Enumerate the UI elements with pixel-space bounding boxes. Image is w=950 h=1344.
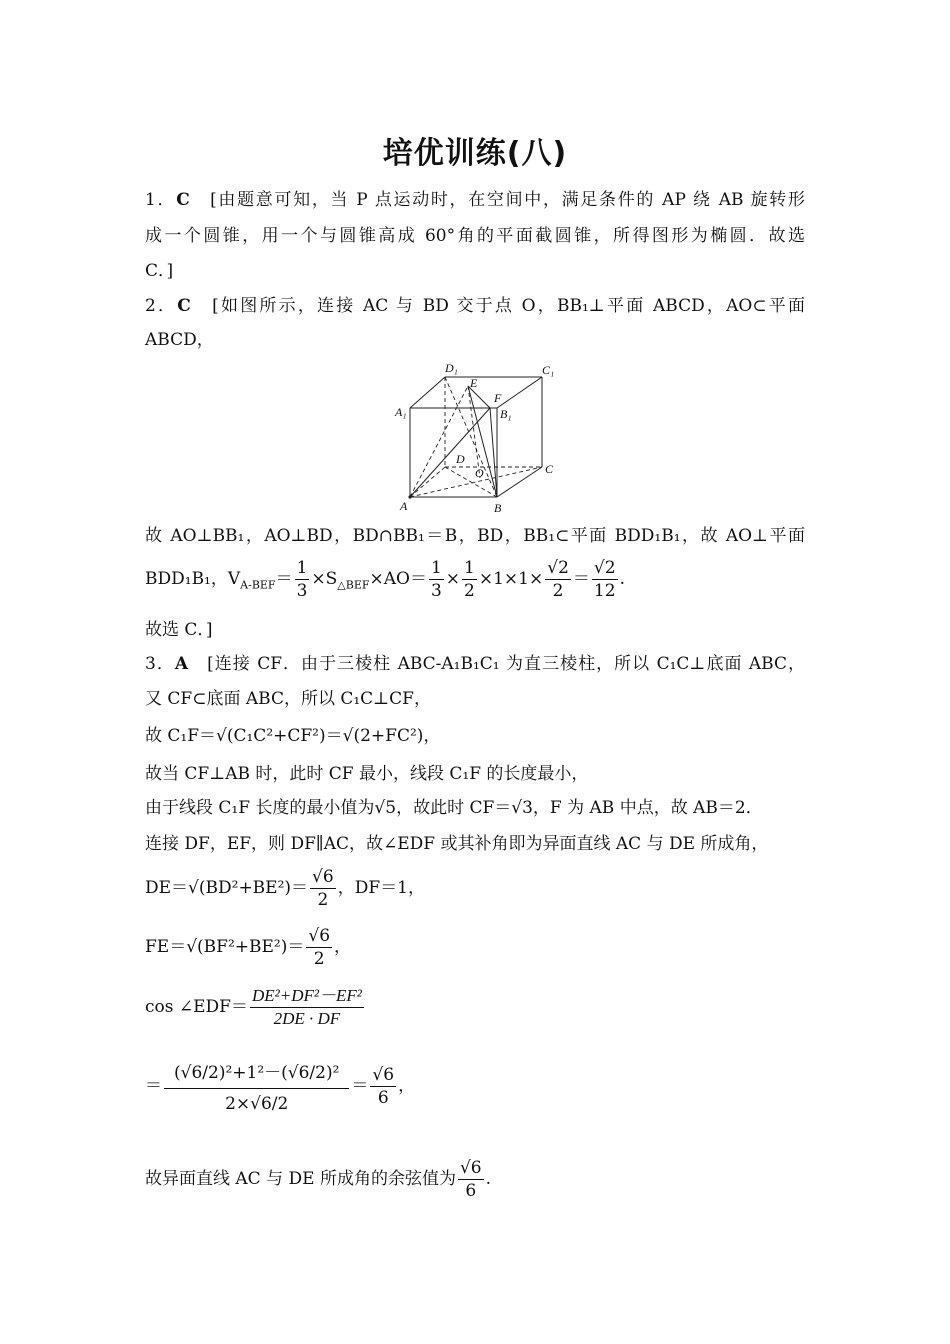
point-a <box>408 495 411 498</box>
final-answer: 故异面直线 AC 与 DE 所成角的余弦值为 $\frac{√6}{6}$ . <box>145 1158 492 1201</box>
problem2-line3: 故 AO⊥BB₁，AO⊥BD，BD∩BB₁＝B，BD，BB₁⊂平面 BDD₁B₁，故 AO⊥平面 <box>145 526 805 546</box>
page-title: 培优训练(八) <box>382 136 568 171</box>
problem3-line3: 故 C₁F＝√(C₁C²+CF²)＝√(2+FC²)， <box>145 726 441 746</box>
cos-formula: cos ∠EDF＝ $\frac{\text{DE²+DF²－EF²}}{2DE \cdot DF}$ <box>145 986 362 1028</box>
problem1-line2: 成一个圆锥，用一个与圆锥高成 60°角的平面截圆锥，所得图形为椭圆．故选 <box>145 226 805 246</box>
fraction: $\frac{1}{2}$ <box>464 558 475 601</box>
label-f: F <box>494 391 502 405</box>
label-b: B <box>494 501 502 515</box>
label-d1: D₁ <box>445 361 458 375</box>
problem3-line5: 由于线段 C₁F 长度的最小值为√5，故此时 CF＝√3，F 为 AB 中点，故 AB＝2． <box>145 798 763 818</box>
diagonal-bd-hidden <box>445 467 497 497</box>
label-a1: A₁ <box>395 405 407 419</box>
label-a: A <box>400 499 408 513</box>
problem2-line1: 2．C [如图所示，连接 AC 与 BD 交于点 O，BB₁⊥平面 ABCD，AO⊂平面 <box>145 296 805 316</box>
fraction: $\frac{√2}{2}$ <box>547 558 569 601</box>
fraction: $\frac{\text{(√6/2)²+1²－(√6/2)²}}{2\times√6/2}$ <box>164 1058 349 1115</box>
problem3-line1: 3．A [连接 CF．由于三棱柱 ABC-A₁B₁C₁ 为直三棱柱，所以 C₁C⊥底面 ABC， <box>145 654 806 674</box>
problem3-line2: 又 CF⊂底面 ABC，所以 C₁C⊥CF， <box>145 689 431 709</box>
label-e: E <box>470 376 478 390</box>
label-c: C <box>545 462 554 476</box>
cube-figure <box>390 360 560 516</box>
problem2-volume-formula: BDD₁B₁，$V_{A-BEF}=$ $\frac{1}{3}$ $\times S_{\triangle BEF}\times AO=$ $\frac{1}{3}$ × $\frac{1}{2}$ ×1×1× $\frac{√2}{2}$ ＝ $\frac{√2}{12}$ . <box>145 558 625 601</box>
label-o: O <box>475 466 484 480</box>
label-d: D <box>456 452 465 466</box>
fraction: $\frac{√2}{12}$ <box>593 558 616 601</box>
edge-bc <box>497 467 542 497</box>
edge-a1d1 <box>410 377 445 408</box>
fraction: $\frac{√6}{6}$ <box>372 1065 395 1108</box>
problem3-line4: 故当 CF⊥AB 时，此时 CF 最小，线段 C₁F 的长度最小， <box>145 764 589 784</box>
edge-c1b1 <box>497 377 542 408</box>
problem2-line5: 故选 C．] <box>145 620 213 640</box>
segment-d1b-hidden <box>445 377 497 497</box>
problem3-line6: 连接 DF，EF，则 DF∥AC，故∠EDF 或其补角即为异面直线 AC 与 DE 所成角， <box>145 834 769 854</box>
fe-formula: FE＝√(BF²+BE²)＝ $\frac{√6}{2}$ ， <box>145 926 352 969</box>
fraction: $\frac{1}{3}$ <box>430 558 442 601</box>
label-b1: B₁ <box>500 407 512 421</box>
label-c1: C₁ <box>542 363 555 377</box>
problem1-line3: C．] <box>145 261 174 281</box>
fraction: $\frac{√6}{6}$ <box>459 1158 482 1201</box>
segment-eo-hidden <box>468 386 480 478</box>
fraction: $\frac{\text{DE²+DF²－EF²}}{2DE \cdot DF}$ <box>251 986 362 1028</box>
de-formula: DE＝√(BD²+BE²)＝ $\frac{√6}{2}$ ，DF＝1， <box>145 867 425 910</box>
fraction: $\frac{√6}{2}$ <box>308 926 331 969</box>
cos-evaluation: ＝ $\frac{\text{(√6/2)²+1²－(√6/2)²}}{2\times√6/2}$ ＝ $\frac{√6}{6}$ ， <box>145 1058 415 1115</box>
problem1-line1: 1．C [由题意可知，当 P 点运动时，在空间中，满足条件的 AP 绕 AB 旋转形 <box>145 190 805 210</box>
fraction: $\frac{√6}{2}$ <box>312 867 334 910</box>
fraction: $\frac{1}{3}$ <box>296 558 308 601</box>
problem2-line2: ABCD， <box>145 330 214 350</box>
edge-ad-hidden <box>410 467 445 497</box>
